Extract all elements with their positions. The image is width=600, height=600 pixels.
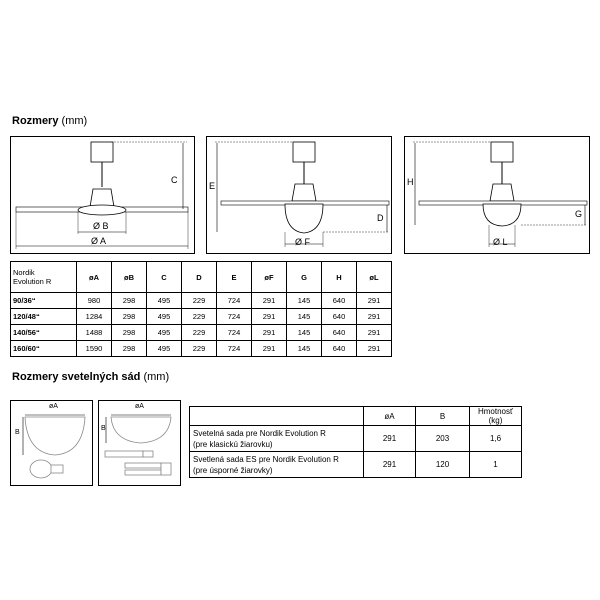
value-cell: 495 <box>147 325 182 341</box>
value-cell: 1284 <box>77 309 112 325</box>
model-cell: 120/48“ <box>11 309 77 325</box>
label-a: øA <box>135 403 144 410</box>
value-cell: 291 <box>357 341 392 357</box>
table-row <box>11 325 392 341</box>
header-cell: øA <box>77 262 112 293</box>
header-cell: H <box>322 262 357 293</box>
label-e: E <box>209 181 216 191</box>
value-cell: 145 <box>287 309 322 325</box>
model-header <box>11 262 77 293</box>
label-f: Ø F <box>295 237 310 247</box>
model-label-line1: Nordik <box>13 268 35 277</box>
value-cell: 1 <box>470 452 522 478</box>
value-cell: 291 <box>357 309 392 325</box>
label-b: B <box>101 425 106 432</box>
table-row <box>190 452 522 478</box>
table-header-row <box>190 407 522 426</box>
label-d: D <box>377 213 384 223</box>
label-a: Ø A <box>91 236 107 246</box>
header-cell: øA <box>364 407 416 426</box>
kit-name-line1: Svetlená sada ES pre Nordik Evolution R <box>193 454 339 464</box>
table-row <box>190 426 522 452</box>
value-cell: 291 <box>252 309 287 325</box>
label-b: Ø B <box>93 221 109 231</box>
value-cell: 291 <box>357 293 392 309</box>
header-cell: øL <box>357 262 392 293</box>
header-cell: G <box>287 262 322 293</box>
header-cell: D <box>182 262 217 293</box>
value-cell: 298 <box>112 325 147 341</box>
value-cell: 298 <box>112 293 147 309</box>
label-h: H <box>407 177 414 187</box>
value-cell: 145 <box>287 341 322 357</box>
value-cell: 640 <box>322 309 357 325</box>
model-cell: 90/36“ <box>11 293 77 309</box>
kit-name-line1: Svetelná sada pre Nordik Evolution R <box>193 428 326 438</box>
value-cell: 291 <box>357 325 392 341</box>
title-text: Rozmery <box>12 115 59 127</box>
light-kits-table <box>189 406 522 478</box>
header-cell: øF <box>252 262 287 293</box>
label-g: G <box>575 209 583 219</box>
unit-text: (mm) <box>61 115 88 127</box>
label-l: Ø L <box>493 237 508 247</box>
model-label-line2: Evolution R <box>13 277 52 286</box>
value-cell: 291 <box>364 452 416 478</box>
header-cell: øB <box>112 262 147 293</box>
label-a: øA <box>49 403 58 410</box>
fan-diagram-1 <box>10 136 195 254</box>
section-title-svetelne-sady <box>12 371 169 383</box>
model-cell: 140/56“ <box>11 325 77 341</box>
table-row <box>11 341 392 357</box>
label-c: C <box>171 175 178 185</box>
header-cell: E <box>217 262 252 293</box>
light-kit-diagram-1 <box>10 400 93 486</box>
value-cell: 291 <box>252 325 287 341</box>
light-kit-diagram-2 <box>98 400 181 486</box>
light-kit-drawing-1 <box>11 401 94 487</box>
header-cell: B <box>416 407 470 426</box>
header-cell: C <box>147 262 182 293</box>
value-cell: 724 <box>217 293 252 309</box>
value-cell: 229 <box>182 341 217 357</box>
value-cell: 724 <box>217 309 252 325</box>
value-cell: 203 <box>416 426 470 452</box>
value-cell: 298 <box>112 341 147 357</box>
value-cell: 1488 <box>77 325 112 341</box>
value-cell: 980 <box>77 293 112 309</box>
fan-diagram-2 <box>206 136 392 254</box>
dimensions-table <box>10 261 392 357</box>
value-cell: 640 <box>322 293 357 309</box>
value-cell: 1590 <box>77 341 112 357</box>
kit-name-cell <box>190 452 364 478</box>
value-cell: 291 <box>252 293 287 309</box>
value-cell: 298 <box>112 309 147 325</box>
title-text: Rozmery svetelných sád <box>12 371 141 383</box>
table-header-row <box>11 262 392 293</box>
value-cell: 145 <box>287 293 322 309</box>
value-cell: 1,6 <box>470 426 522 452</box>
value-cell: 495 <box>147 341 182 357</box>
fan-diagram-3 <box>404 136 590 254</box>
empty-header-cell <box>190 407 364 426</box>
value-cell: 120 <box>416 452 470 478</box>
header-cell: Hmotnosť (kg) <box>470 407 522 426</box>
value-cell: 640 <box>322 341 357 357</box>
unit-text: (mm) <box>143 371 170 383</box>
value-cell: 145 <box>287 325 322 341</box>
value-cell: 724 <box>217 325 252 341</box>
section-title-rozmery <box>12 115 87 127</box>
value-cell: 229 <box>182 325 217 341</box>
kit-name-line2: (pre klasickú žiarovku) <box>193 439 273 449</box>
model-cell: 160/60“ <box>11 341 77 357</box>
value-cell: 495 <box>147 309 182 325</box>
label-b: B <box>15 429 20 436</box>
value-cell: 724 <box>217 341 252 357</box>
value-cell: 640 <box>322 325 357 341</box>
kit-name-line2: (pre úsporné žiarovky) <box>193 465 273 475</box>
value-cell: 495 <box>147 293 182 309</box>
table-row <box>11 309 392 325</box>
value-cell: 229 <box>182 309 217 325</box>
value-cell: 229 <box>182 293 217 309</box>
light-kit-drawing-2 <box>99 401 182 487</box>
kit-name-cell <box>190 426 364 452</box>
table-row <box>11 293 392 309</box>
value-cell: 291 <box>252 341 287 357</box>
value-cell: 291 <box>364 426 416 452</box>
